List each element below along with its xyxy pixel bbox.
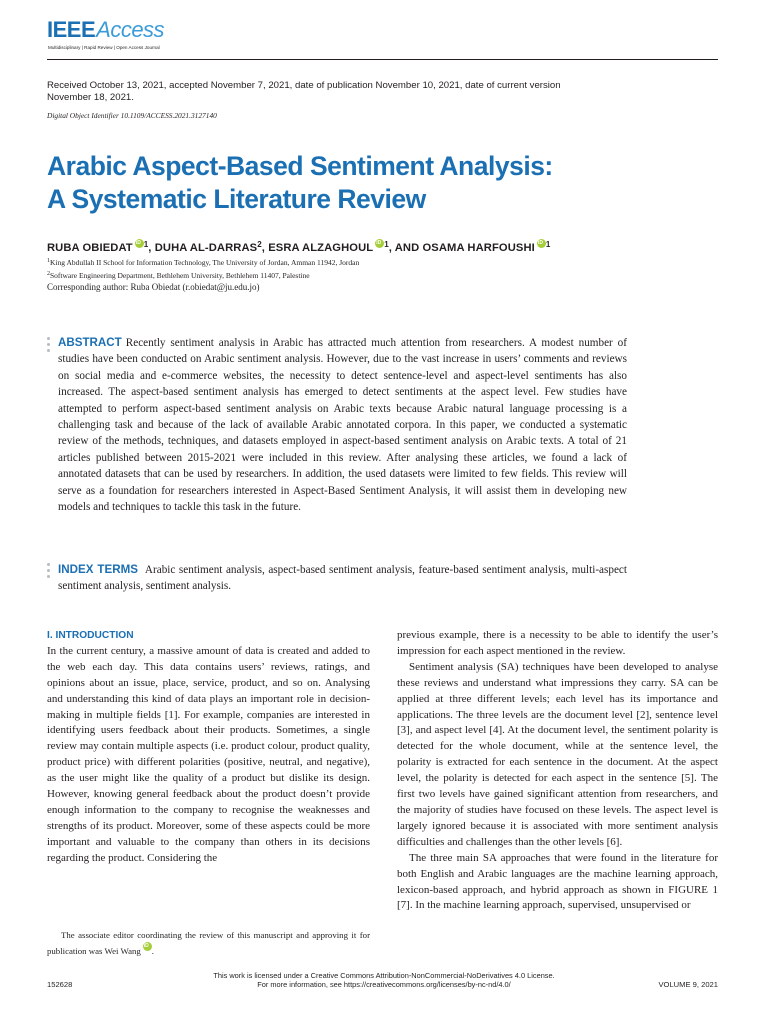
editor-footnote: The associate editor coordinating the review of this manuscript and approving it for publication was Wei WangiD . <box>47 928 370 958</box>
logo-access: Access <box>96 17 165 42</box>
orcid-icon[interactable] <box>537 239 546 248</box>
affiliation-1: $^1$King Abdullah II School for Information Technology, The University of Jordan, Amman 11942, Jordan <box>47 258 360 267</box>
intro-paragraph: Sentiment analysis (SA) techniques have been developed to analyse these reviews and understand what impressions they carry. SA can be applied at three different levels; each level has its importance and applications. The three levels are the document level [2], sentence level [3], and aspect level [4]. At the document level, the sentiment polarity is detected for the whole document, while at the sentence level, the polarity is extracted for each sentence in the document. At the aspect level, the polarity is detected for each aspect in the sentence [5]. The first two levels have gained significant attention from researchers, and the majority of studies have focused on these levels. The aspect level is largely ignored because it is associated with more sentiment analysis difficulties and challenges than the other levels [6]. <box>397 660 718 848</box>
index-terms-label: INDEX TERMS <box>58 563 138 576</box>
author-name: , ESRA ALZAGHOUL <box>261 242 374 254</box>
logo-tagline: Multidisciplinary | Rapid Review | Open Access Journal <box>48 45 160 50</box>
doi: Digital Object Identifier 10.1109/ACCESS.2021.3127140 <box>47 111 217 120</box>
affiliations <box>47 256 359 281</box>
abstract-label: ABSTRACT <box>58 336 122 349</box>
intro-paragraph: The three main SA approaches that were found in the literature for both English and Arabic languages are the machine learning approach, lexicon-based approach, and hybrid approach as shown in FIGURE 1 [7]. In the machine learning approach, supervised, unsupervised or <box>397 851 718 912</box>
logo-ieee: IEEE <box>47 17 96 42</box>
corresponding-author: Corresponding author: Ruba Obiedat (r.obiedat@ju.edu.jo) <box>47 282 260 292</box>
intro-paragraph-continued: previous example, there is a necessity to be able to identify the user’s impression for each aspect mentioned in the review. <box>397 629 718 657</box>
orcid-icon[interactable] <box>135 239 144 248</box>
journal-logo <box>47 18 164 42</box>
section-heading: I. INTRODUCTION <box>47 630 134 641</box>
footnote-text: The associate editor coordinating the review of this manuscript and approving it for publication was Wei Wang <box>47 930 370 956</box>
paper-title <box>47 150 687 216</box>
title-line-1: Arabic Aspect-Based Sentiment Analysis: <box>47 151 553 181</box>
abstract-marker-icon <box>47 337 51 355</box>
author-name: , AND OSAMA HARFOUSHI <box>388 242 535 254</box>
page-number: 152628 <box>47 980 73 989</box>
affiliation-sup: 1 <box>143 240 149 249</box>
license-line-2[interactable]: For more information, see https://creativecommons.org/licenses/by-nc-nd/4.0/ <box>257 980 511 989</box>
title-line-2: A Systematic Literature Review <box>47 184 426 214</box>
affiliation-sup: 2 <box>257 240 262 249</box>
index-terms <box>58 562 627 595</box>
license-notice <box>0 971 768 989</box>
orcid-icon[interactable] <box>143 942 152 951</box>
orcid-icon[interactable] <box>375 239 384 248</box>
affiliation-sup: 1 <box>384 240 389 249</box>
intro-paragraph: In the current century, a massive amount of data is created and added to the web each day. This data contains users’ reviews, ratings, and opinions about an issue, place, service, product, and so on. Analysing and understanding this kind of data plays an important role in decision-making in multiple fields [1]. For example, companies are interested in identifying users feedback about their products. Sometimes, a single review may contain multiple aspects (i.e. product colour, product quality, product price) with different polarities (positive, neutral, and negative), as the user might like the quality of a product but dislike its design. However, knowing general feedback about the product doesn’t provide enough information to the company to recognise the weaknesses and strengths of its product. Moreover, some of these aspects could be more important and valuable to the company than others in its decisions regarding the product. Considering the <box>47 644 370 864</box>
license-line-1[interactable]: This work is licensed under a Creative Commons Attribution-NonCommercial-NoDerivatives 4.0 License. <box>213 971 555 980</box>
received-dates: Received October 13, 2021, accepted November 7, 2021, date of publication November 10, 2021, date of current version November 18, 2021. <box>47 80 561 103</box>
affiliation-sup: 1 <box>545 240 551 249</box>
header-divider <box>47 59 718 60</box>
author-list <box>47 239 727 254</box>
index-terms-marker-icon <box>47 563 51 581</box>
author-name: RUBA OBIEDAT <box>47 242 133 254</box>
right-column <box>397 628 718 914</box>
left-column <box>47 628 370 867</box>
volume-info: VOLUME 9, 2021 <box>658 980 718 989</box>
abstract <box>58 335 627 515</box>
index-terms-text: Arabic sentiment analysis, aspect-based sentiment analysis, feature-based sentiment analysis, multi-aspect sentiment analysis, sentiment analysis. <box>58 564 627 593</box>
abstract-text: Recently sentiment analysis in Arabic has attracted much attention from researchers. A modest number of studies have been conducted on Arabic sentiment analysis. However, due to the vast increase in users’ comments and reviews on social media and e-commerce websites, the necessity to detect sentence-level and aspect-level sentiments has also increased. The aspect-based sentiment analysis has emerged to detect sentiments at the aspect level. Few studies have attempted to perform aspect-based sentiment analysis on Arabic texts because Arabic natural language processing is a challenging task and because of the lack of available Arabic annotated corpora. In this paper, we conducted a systematic review of the methods, techniques, and datasets employed in aspect-based sentiment analysis on Arabic texts. A total of 21 articles published between 2015-2021 were included in this review. After analysing these articles, we found a lack of annotated datasets that can be used by researchers. In addition, the used datasets were limited to few fields. This review will serve as a foundation for researchers interested in Aspect-Based Sentiment Analysis, it will assist them in developing new models and techniques to tackle this task in the future. <box>58 337 627 514</box>
author-name: , DUHA AL-DARRAS <box>148 242 258 254</box>
affiliation-2: $^2$Software Engineering Department, Bethlehem University, Bethlehem 11407, Palestine <box>47 270 310 280</box>
